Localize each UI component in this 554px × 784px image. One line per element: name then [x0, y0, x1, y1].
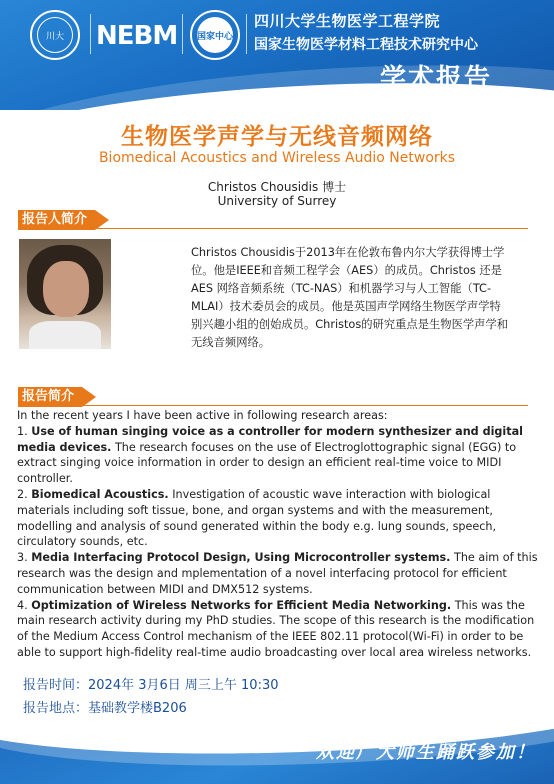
institution-name-1: 四川大学生物医学工程学院 [254, 12, 441, 30]
logo-divider [182, 14, 183, 54]
speaker-photo [19, 239, 111, 349]
scu-logo [30, 10, 80, 60]
speaker-affiliation: University of Surrey [217, 194, 337, 208]
event-time-value: 2024年 3月6日 周三上午 10:30 [88, 678, 279, 693]
nerc-logo [190, 10, 240, 60]
photo-face [43, 261, 89, 317]
talk-title-cn: 生物医学声学与无线音频网络 [121, 124, 433, 150]
speaker-name: Christos Chousidis 博士 [207, 180, 347, 194]
research-item [17, 598, 541, 661]
research-item-number: 1. [17, 424, 28, 438]
photo-shirt [29, 321, 101, 349]
welcome-message: 欢迎广大师生踊跃参加！ [316, 742, 536, 763]
research-description [17, 408, 541, 661]
speaker-intro-heading: 报告人简介 [18, 210, 95, 230]
research-item-heading: Optimization of Wireless Networks for Efficient Media Networking. [31, 598, 452, 612]
event-time [23, 674, 279, 693]
research-item-body: This was the main research activity during my PhD studies. The scope of this research is the modification of the Medium Access Control mechanism of the IEEE 802.11 protocol(Wi-Fi) in order to be able to support high-fidelity real-time audio broadcasting over local area wireless networks. [17, 598, 535, 659]
event-place-value: 基础教学楼B206 [88, 701, 187, 716]
scu-logo-mark: 川大 [37, 17, 73, 53]
research-item-heading: Media Interfacing Protocol Design, Using Microcontroller systems. [31, 551, 451, 565]
research-item [17, 487, 541, 550]
nebm-logo: NEBM [96, 21, 178, 51]
research-item [17, 550, 541, 597]
institution-name-2: 国家生物医学材料工程技术研究中心 [254, 37, 478, 53]
page-banner: 学术报告 [380, 64, 493, 94]
research-item-number: 4. [17, 598, 28, 612]
research-item-number: 3. [17, 551, 28, 565]
research-item-body: The aim of this research was the design and mplementation of a novel interfacing protocol for efficient communication between MIDI and DMX512 systems. [17, 551, 538, 596]
research-item-heading: Use of human singing voice as a controller for modern synthesizer and digital media devices. [17, 424, 524, 454]
event-time-label: 报告时间： [23, 678, 89, 693]
research-item [17, 424, 541, 487]
research-item-body: The research focuses on the use of Electroglottographic signal (EGG) to extract singing voice information in order to design an efficient real-time voice to MIDI controller. [17, 440, 517, 486]
speaker-bio: Christos Chousidis于2013年在伦敦布鲁内尔大学获得博士学位。他是IEEE和音频工程学会（AES）的成员。Christos 还是 AES 网络音频系统（TC-NAS）和机器学习与人工智能（TC-MLAI）技术委员会的成员。他是英国声学网络生物医学声学特别兴趣小组的创始成员。Christos的研究重点是生物医学声学和无线音频网络。 [191, 246, 509, 349]
research-intro: In the recent years I have been active in following research areas: [17, 409, 388, 422]
research-item-heading: Biomedical Acoustics. [31, 487, 169, 501]
research-item-number: 2. [17, 487, 28, 501]
event-place [23, 697, 187, 716]
logo-divider [246, 14, 247, 54]
report-intro-heading: 报告简介 [18, 387, 82, 407]
logo-divider [90, 14, 91, 54]
research-item-body: Investigation of acoustic wave interaction with biological materials including soft tissue, bone, and organ systems and with the measurement, modelling and analysis of sound generated within the body e.g. lung sounds, speech, circulatory sounds, etc. [17, 487, 497, 549]
event-place-label: 报告地点： [23, 701, 89, 716]
nerc-logo-mark: 国家中心 [197, 17, 233, 53]
talk-title-en: Biomedical Acoustics and Wireless Audio Networks [98, 150, 456, 166]
